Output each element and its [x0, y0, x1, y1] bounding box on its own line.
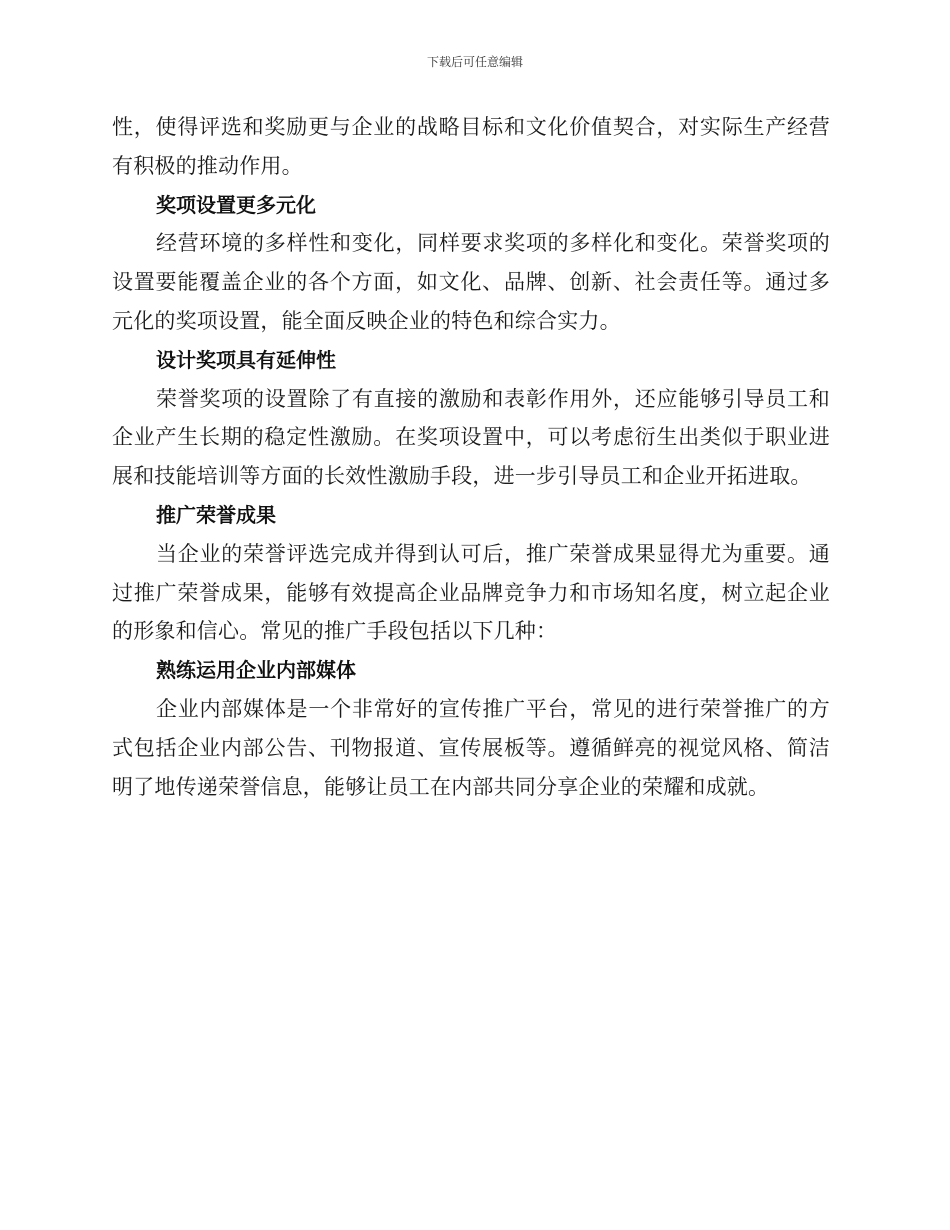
paragraph-diversified-awards: 经营环境的多样性和变化，同样要求奖项的多样化和变化。荣誉奖项的设置要能覆盖企业的各个方面，如文化、品牌、创新、社会责任等。通过多元化的奖项设置，能全面反映企业的特色和综合实力。	[112, 231, 830, 333]
paragraph-internal-media: 企业内部媒体是一个非常好的宣传推广平台，常见的进行荣誉推广的方式包括企业内部公告、刊物报道、宣传展板等。遵循鲜亮的视觉风格、简洁明了地传递荣誉信息，能够让员工在内部共同分享企业的荣耀和成就。	[112, 696, 830, 799]
heading-diversified-awards: 奖项设置更多元化	[156, 192, 316, 217]
paragraph-promote-honors: 当企业的荣誉评选完成并得到认可后，推广荣誉成果显得尤为重要。通过推广荣誉成果，能够有效提高企业品牌竞争力和市场知名度，树立起企业的形象和信心。常见的推广手段包括以下几种：	[112, 541, 830, 644]
paragraph-continuation: 性，使得评选和奖励更与企业的战略目标和文化价值契合，对实际生产经营有积极的推动作用。	[112, 115, 830, 178]
heading-promote-honors: 推广荣誉成果	[156, 502, 276, 527]
page-header: 下载后可任意编辑	[426, 55, 523, 69]
heading-extensible-awards: 设计奖项具有延伸性	[156, 347, 336, 372]
heading-internal-media: 熟练运用企业内部媒体	[156, 658, 356, 683]
document-body	[112, 108, 830, 806]
paragraph-extensible-awards: 荣誉奖项的设置除了有直接的激励和表彰作用外，还应能够引导员工和企业产生长期的稳定性激励。在奖项设置中，可以考虑衍生出类似于职业进展和技能培训等方面的长效性激励手段，进一步引导员工和企业开拓进取。	[112, 386, 830, 489]
